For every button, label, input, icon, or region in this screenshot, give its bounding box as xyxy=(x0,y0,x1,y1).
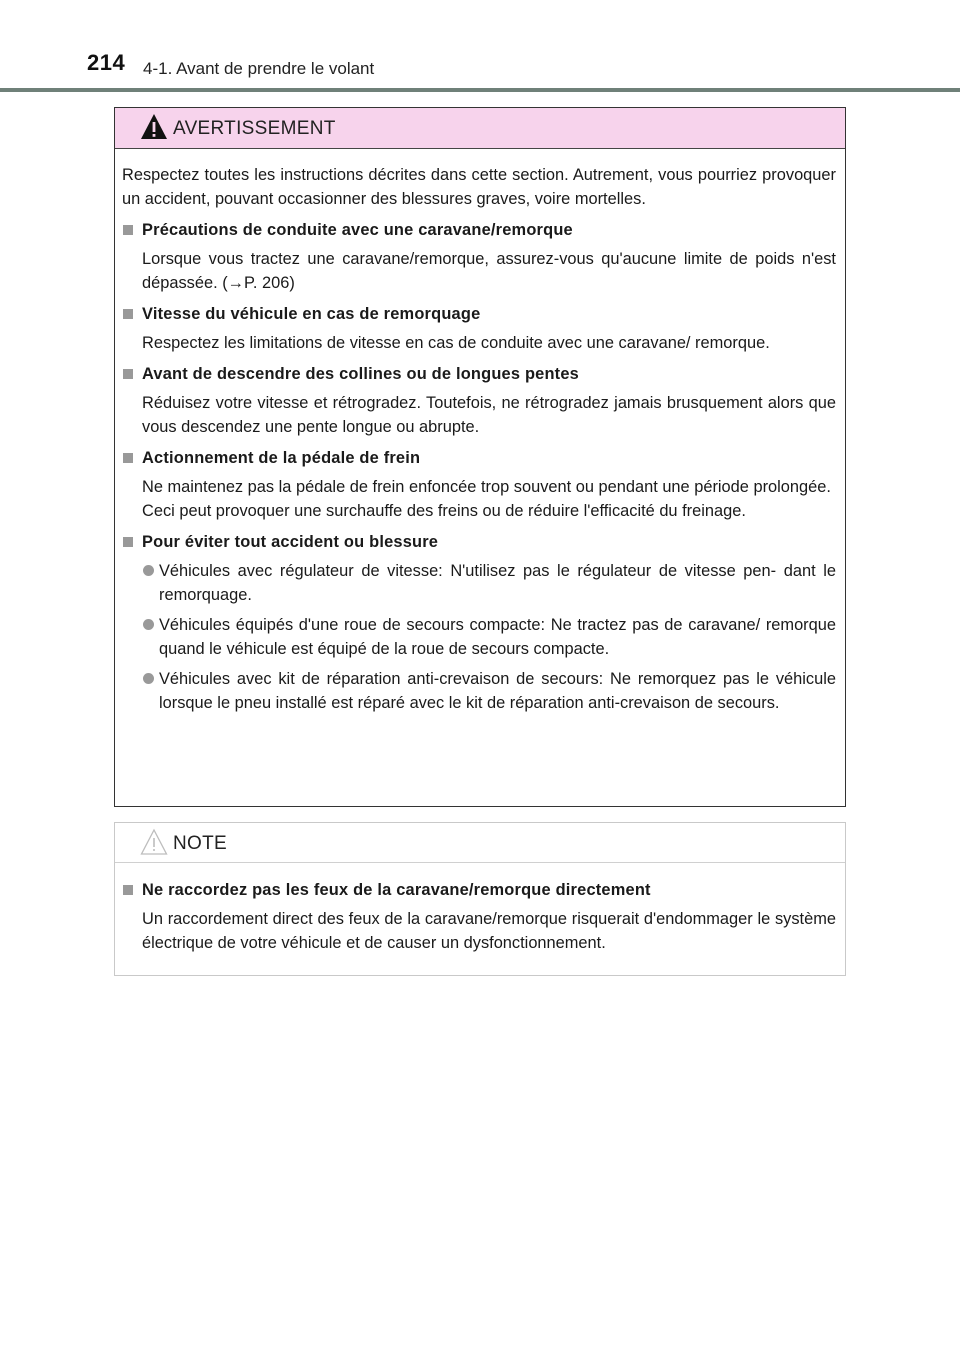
warning-item-title-text: Vitesse du véhicule en cas de remorquage xyxy=(142,305,481,323)
warning-item-title xyxy=(122,530,836,554)
caution-outline-triangle-icon xyxy=(139,827,169,857)
page-header xyxy=(0,0,960,96)
note-label: NOTE xyxy=(173,833,227,854)
warning-item xyxy=(122,302,836,355)
warning-subitem-text: Véhicules avec kit de réparation anti-crevaison de secours: Ne remorquez pas le véhicule lorsque le pneu installé est réparé avec le kit de réparation anti-crevaison de secours. xyxy=(159,670,836,712)
warning-label: AVERTISSEMENT xyxy=(173,118,336,139)
warning-item-text: Lorsque vous tractez une caravane/remorque, assurez-vous qu'aucune limite de poids n'est dépassée. (→P. 206) xyxy=(142,250,836,292)
square-bullet-icon xyxy=(123,225,133,235)
warning-subitem xyxy=(122,613,836,661)
warning-item-title-text: Avant de descendre des collines ou de longues pentes xyxy=(142,365,579,383)
note-item-text: Un raccordement direct des feux de la caravane/remorque risquerait d'endommager le système électrique de votre véhicule et de causer un dysfonctionnement. xyxy=(142,910,836,952)
warning-item-title-text: Précautions de conduite avec une caravane/remorque xyxy=(142,221,573,239)
page-number: 214 xyxy=(87,50,126,75)
square-bullet-icon xyxy=(123,453,133,463)
warning-item-text: Respectez les limitations de vitesse en cas de conduite avec une caravane/ remorque. xyxy=(142,334,770,352)
warning-item-title xyxy=(122,362,836,386)
warning-subitem xyxy=(122,559,836,607)
note-body xyxy=(115,863,845,955)
warning-body xyxy=(115,149,845,715)
warning-subitem-text: Véhicules équipés d'une roue de secours compacte: Ne tractez pas de caravane/ remorque quand le véhicule est équipé de la roue de secours compacte. xyxy=(159,616,836,658)
warning-subitem xyxy=(122,667,836,715)
warning-item-text: Ne maintenez pas la pédale de frein enfoncée trop souvent ou pendant une période prolongée. xyxy=(142,478,831,496)
warning-item-title-text: Pour éviter tout accident ou blessure xyxy=(142,533,439,551)
note-item-title-text: Ne raccordez pas les feux de la caravane/remorque directement xyxy=(142,881,651,899)
warning-item xyxy=(122,530,836,715)
note-header xyxy=(115,823,845,863)
header-rule xyxy=(0,88,960,92)
warning-intro: Respectez toutes les instructions décrites dans cette section. Autrement, vous pourriez provoquer un accident, pouvant occasionner des blessures graves, voire mortelles. xyxy=(122,166,836,208)
warning-item xyxy=(122,362,836,439)
warning-triangle-icon xyxy=(139,112,169,142)
square-bullet-icon xyxy=(123,885,133,895)
note-item xyxy=(122,878,836,955)
warning-item xyxy=(122,446,836,523)
circle-bullet-icon xyxy=(143,673,154,684)
square-bullet-icon xyxy=(123,309,133,319)
square-bullet-icon xyxy=(123,369,133,379)
circle-bullet-icon xyxy=(143,565,154,576)
warning-header xyxy=(115,108,845,149)
note-box xyxy=(114,822,846,976)
note-item-title xyxy=(122,878,836,902)
warning-item-title xyxy=(122,302,836,326)
warning-box xyxy=(114,107,846,807)
warning-item xyxy=(122,218,836,295)
warning-item-title-text: Actionnement de la pédale de frein xyxy=(142,449,421,467)
section-title: 4-1. Avant de prendre le volant xyxy=(143,59,375,78)
warning-item-text: Réduisez votre vitesse et rétrogradez. Toutefois, ne rétrogradez jamais brusquement alors que vous descendez une pente longue ou abrupte. xyxy=(142,394,836,436)
warning-subitem-text: Véhicules avec régulateur de vitesse: N'utilisez pas le régulateur de vitesse pen- dant le remorquage. xyxy=(159,562,836,604)
circle-bullet-icon xyxy=(143,619,154,630)
warning-item-title xyxy=(122,218,836,242)
square-bullet-icon xyxy=(123,537,133,547)
warning-item-text-2: Ceci peut provoquer une surchauffe des freins ou de réduire l'efficacité du freinage. xyxy=(142,502,746,520)
warning-item-title xyxy=(122,446,836,470)
